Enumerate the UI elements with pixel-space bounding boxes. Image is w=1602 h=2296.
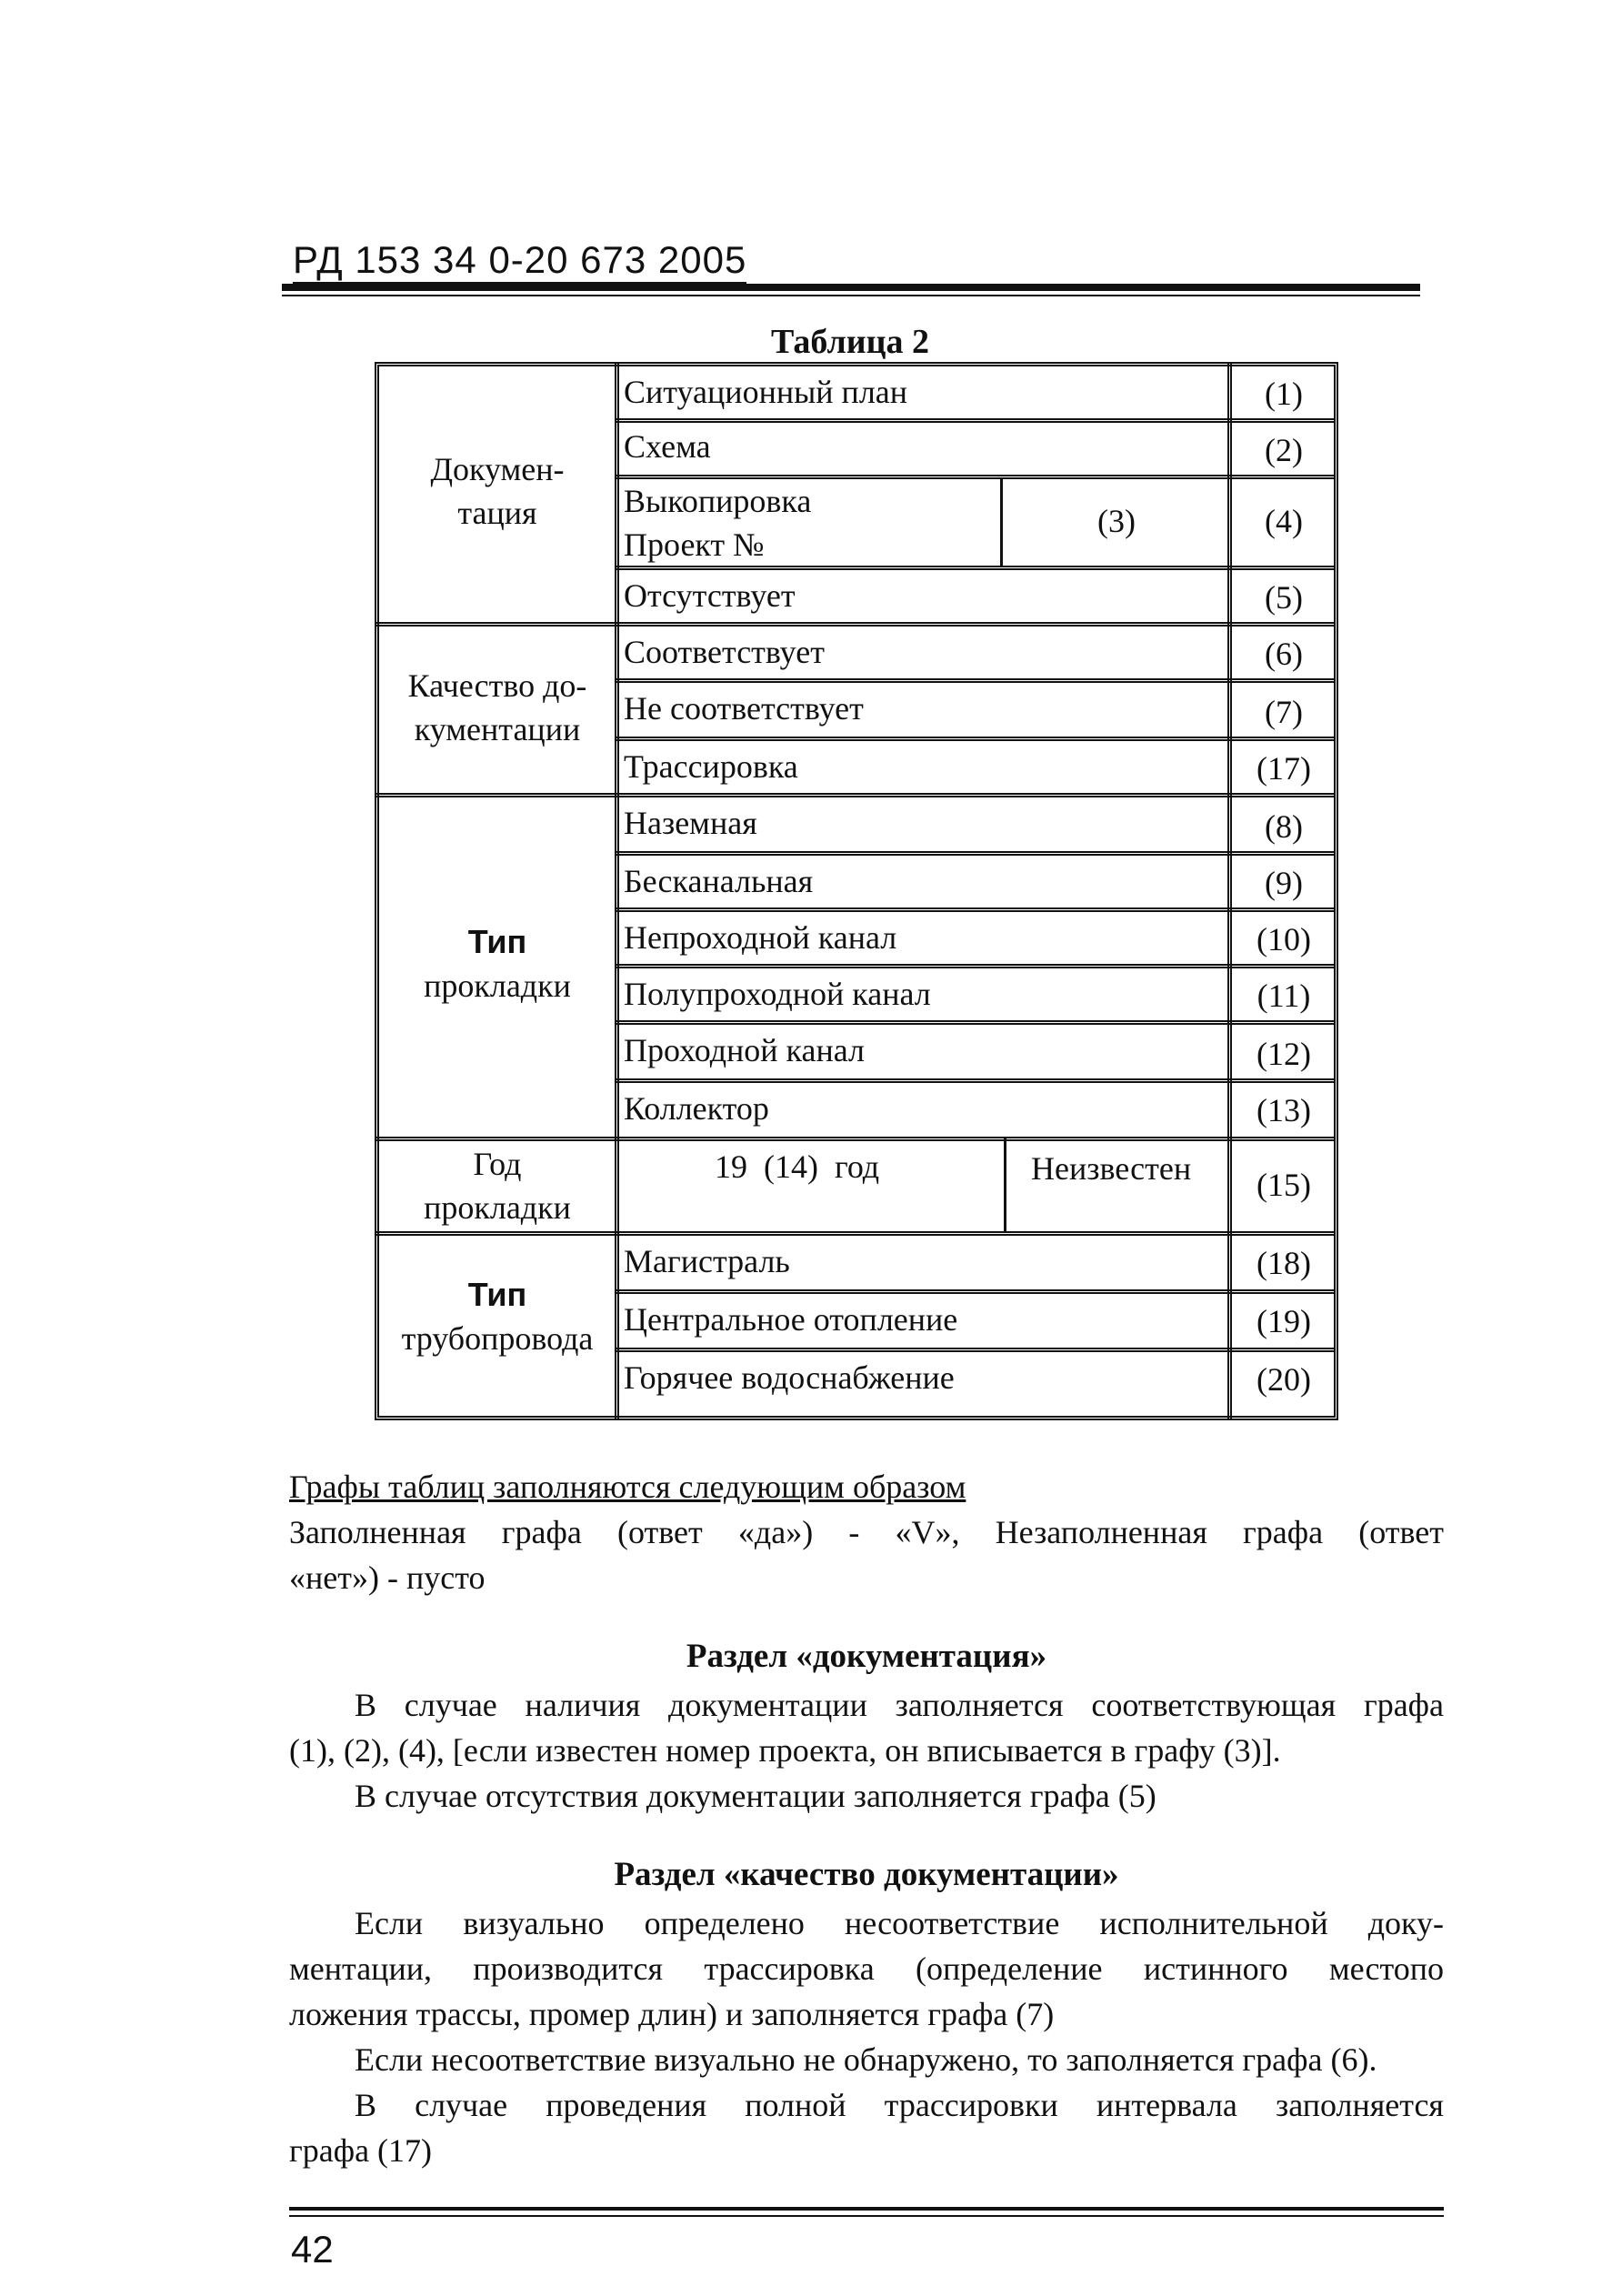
section2-para3-line2: графа (17)	[289, 2132, 433, 2169]
num-20: (20)	[1257, 1361, 1311, 1398]
table-title: Таблица 2	[771, 323, 930, 361]
fill-rule-line-1: Заполненная графа (ответ «да») - «V», Незаполненная графа (ответ	[289, 1514, 1444, 1550]
row-label-7: Не соответствует	[624, 690, 864, 727]
num-2: (2)	[1265, 432, 1303, 468]
fill-rule-line-2: «нет») - пусто	[289, 1559, 486, 1596]
row-label-12: Проходной канал	[624, 1032, 865, 1068]
group-pipeline-type: Тип трубопровода	[401, 1276, 594, 1357]
row-label-6: Соответствует	[624, 634, 825, 670]
row-label-17: Трассировка	[624, 748, 798, 785]
group-documentation: Докумен- тация	[430, 451, 565, 531]
footer-rule	[289, 2207, 1444, 2211]
section-documentation-title: Раздел «документация»	[686, 1638, 1047, 1675]
row-label-10: Непроходной канал	[624, 919, 897, 956]
num-17: (17)	[1257, 750, 1311, 787]
num-8: (8)	[1265, 808, 1303, 845]
row-label-11: Полупроходной канал	[624, 976, 931, 1012]
group-laying-year: Год прокладки	[424, 1146, 571, 1226]
row-label-9: Бесканальная	[624, 863, 814, 899]
num-7: (7)	[1265, 694, 1303, 730]
page-number: 42	[291, 2228, 334, 2271]
row-label-8: Наземная	[624, 805, 757, 841]
document-code: РД 153 34 0-20 673 2005	[293, 238, 746, 284]
num-9: (9)	[1265, 865, 1303, 901]
num-15: (15)	[1257, 1167, 1311, 1203]
fill-heading: Графы таблиц заполняются следующим образом	[289, 1469, 966, 1505]
section1-para1-line1: В случае наличия документации заполняется соответствующая графа	[355, 1687, 1444, 1723]
row-label-5: Отсутствует	[624, 577, 796, 614]
row-label-19: Центральное отопление	[624, 1301, 958, 1338]
num-13: (13)	[1257, 1092, 1311, 1128]
row-label-20: Горячее водоснабжение	[624, 1359, 955, 1396]
row-label-1: Ситуационный план	[624, 374, 908, 410]
num-10: (10)	[1257, 921, 1311, 958]
section2-para1-line1: Если визуально определено несоответствие исполнительной доку-	[355, 1905, 1444, 1941]
row-label-2: Схема	[624, 428, 711, 465]
num-12: (12)	[1257, 1036, 1311, 1072]
num-4: (4)	[1265, 503, 1303, 539]
num-5: (5)	[1265, 579, 1303, 616]
row-label-3a: Выкопировка	[624, 483, 812, 519]
group-laying-type: Тип прокладки	[424, 923, 571, 1004]
section2-para2: Если несоответствие визуально не обнаружено, то заполняется графа (6).	[355, 2041, 1377, 2078]
section-quality-title: Раздел «качество документации»	[614, 1856, 1119, 1893]
header-rule-thin	[282, 295, 1420, 296]
cell-unknown: Неизвестен	[1031, 1150, 1192, 1187]
row-label-14: 19 (14) год	[715, 1148, 880, 1185]
row-label-3b: Проект №	[624, 526, 765, 563]
num-6: (6)	[1265, 636, 1303, 672]
row-label-13: Коллектор	[624, 1090, 769, 1127]
num-18: (18)	[1257, 1245, 1311, 1281]
num-11: (11)	[1257, 978, 1311, 1014]
group-documentation-quality: Качество до- кументации	[407, 667, 587, 747]
num-1: (1)	[1265, 376, 1303, 412]
section1-para1-line2: (1), (2), (4), [если известен номер проекта, он вписывается в графу (3)].	[289, 1732, 1281, 1769]
num-19: (19)	[1257, 1303, 1311, 1339]
section2-para1-line2: ментации, производится трассировка (определение истинного местопо	[289, 1950, 1444, 1987]
cell-3: (3)	[1097, 503, 1136, 539]
section1-para2: В случае отсутствия документации заполняется графа (5)	[355, 1778, 1156, 1814]
section2-para3-line1: В случае проведения полной трассировки интервала заполняется	[355, 2087, 1444, 2123]
section2-para1-line3: ложения трассы, промер длин) и заполняется графа (7)	[289, 1996, 1055, 2032]
row-label-18: Магистраль	[624, 1243, 790, 1279]
header-rule	[282, 284, 1420, 291]
footer-rule-thin	[289, 2215, 1444, 2217]
